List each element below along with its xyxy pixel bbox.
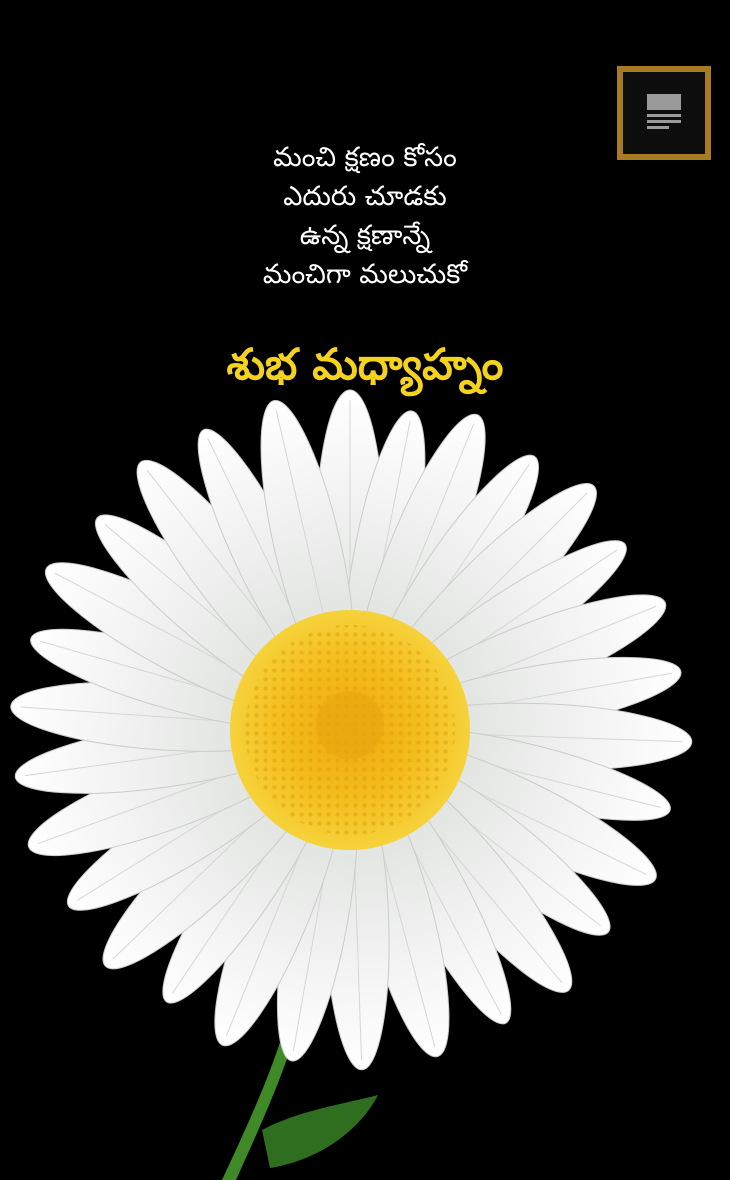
quote-line-4: మంచిగా మలుచుకో (262, 259, 468, 290)
quote-line-2: ఎదురు చూడకు (283, 181, 447, 212)
quote-line-3: ఉన్న క్షణాన్నే (299, 220, 431, 251)
greeting-title: శుభ మధ్యాహ్నం (226, 340, 504, 390)
document-badge[interactable] (617, 66, 711, 160)
quote-line-1: మంచి క్షణం కోసం (273, 142, 457, 173)
document-icon (647, 94, 681, 132)
flower-center (230, 610, 470, 850)
quote-text (0, 138, 730, 294)
